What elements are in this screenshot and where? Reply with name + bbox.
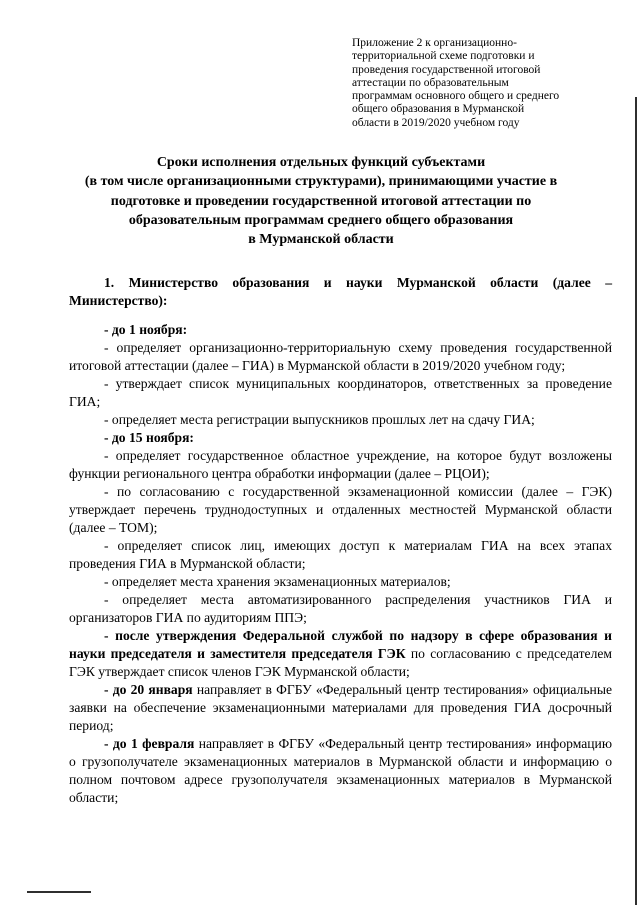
paragraph (69, 411, 612, 429)
paragraph (69, 429, 612, 447)
title-line: образовательным программам среднего общего образования (128, 212, 514, 228)
text-run-bold: 1. Министерство образования и науки Мурманской области (далее – Министерство): (69, 275, 612, 308)
page-edge-right-line (635, 97, 637, 905)
document-title (48, 153, 594, 249)
text-run: - определяет места регистрации выпускников прошлых лет на сдачу ГИА; (104, 412, 535, 427)
text-run-bold: - до 15 ноября: (104, 430, 194, 445)
page-edge-bottom-line (27, 891, 91, 893)
annex-line: общего образования в Мурманской (352, 103, 525, 116)
text-run-bold: - до 1 ноября: (104, 322, 188, 337)
text-run: - по согласованию с государственной экзаменационной комиссии (далее – ГЭК) утверждает перечень труднодоступных и отдаленных местностей Мурманской области (далее – ТОМ); (69, 484, 612, 535)
paragraph (69, 735, 612, 807)
paragraph (69, 339, 612, 375)
annex-line: программам основного общего и среднего (352, 90, 560, 103)
title-line: Сроки исполнения отдельных функций субъектами (156, 155, 486, 170)
text-run-bold: - после утверждения Федеральной службой по надзору в сфере образования и науки председателя и заместителя председателя ГЭК (69, 628, 612, 661)
title-line: подготовке и проведении государственной итоговой аттестации по (110, 193, 532, 209)
paragraph (69, 274, 612, 310)
document-body (69, 274, 612, 807)
annex-note (352, 37, 620, 130)
text-run: - определяет места автоматизированного распределения участников ГИА и организаторов ГИА по аудиториям ППЭ; (69, 592, 612, 625)
paragraph (69, 681, 612, 735)
paragraph (69, 321, 612, 339)
text-run: направляет в ФГБУ «Федеральный центр тестирования» информацию о грузополучателе экзаменационных материалов в Мурманской области и информацию о полном почтовом адресе грузополучателя экзаменационных материалов в Мурманской области; (69, 736, 612, 805)
text-run: - определяет список лиц, имеющих доступ к материалам ГИА на всех этапах проведения ГИА в Мурманской области; (69, 538, 612, 571)
text-run: - определяет места хранения экзаменационных материалов; (104, 574, 451, 589)
paragraph (69, 537, 612, 573)
paragraph (69, 375, 612, 411)
annex-line: аттестации по образовательным (352, 76, 509, 89)
paragraph (69, 573, 612, 591)
text-run: направляет в ФГБУ «Федеральный центр тестирования» официальные заявки на обеспечение экзаменационными материалами для проведения ГИА досрочный период; (69, 682, 612, 733)
title-line: в Мурманской области (248, 232, 394, 248)
annex-line: области в 2019/2020 учебном году (352, 116, 520, 129)
paragraph (69, 447, 612, 483)
text-run-bold: - до 20 января (104, 682, 193, 697)
paragraph (69, 483, 612, 537)
text-run-bold: - до 1 февраля (104, 736, 195, 751)
text-run: - определяет организационно-территориальную схему проведения государственной итоговой аттестации (далее – ГИА) в Мурманской области в 2019/2020 учебном году; (69, 340, 612, 373)
paragraph (69, 591, 612, 627)
annex-line: территориальной схеме подготовки и (352, 50, 535, 63)
annex-line: Приложение 2 к организационно- (352, 37, 517, 49)
title-line: (в том числе организационными структурами), принимающими участие в (84, 174, 558, 190)
paragraph (69, 627, 612, 681)
text-run: - определяет государственное областное учреждение, на которое будут возложены функции регионального центра обработки информации (далее – РЦОИ); (69, 448, 612, 481)
text-run: по согласованию с председателем ГЭК утверждает список членов ГЭК Мурманской области; (69, 646, 612, 679)
text-run: - утверждает список муниципальных координаторов, ответственных за проведение ГИА; (69, 376, 612, 409)
annex-line: проведения государственной итоговой (352, 63, 541, 76)
